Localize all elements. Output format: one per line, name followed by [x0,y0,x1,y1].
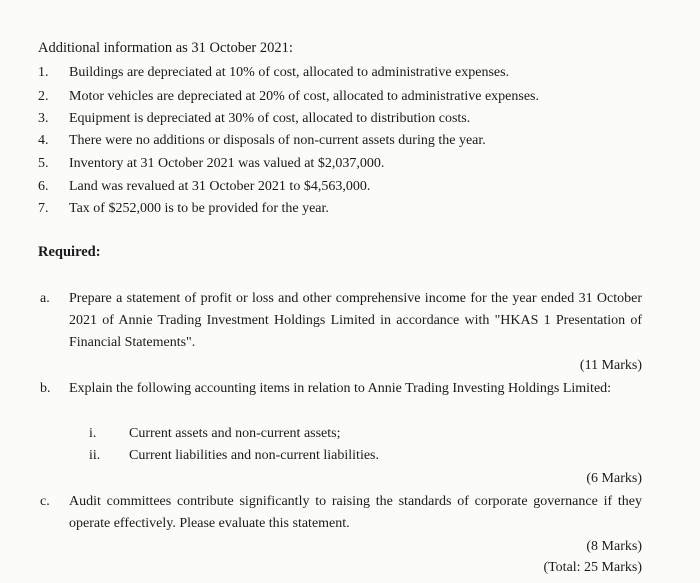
question-c-marks: (8 Marks) [586,539,642,554]
question-a-marks: (11 Marks) [579,358,642,373]
list-item-text: Tax of $252,000 is to be provided for the year. [69,201,329,216]
list-item-number: 3. [38,111,49,126]
sub-item-number: i. [89,426,97,441]
additional-info-heading: Additional information as 31 October 2021: [38,40,293,56]
sub-item-text: Current assets and non-current assets; [129,426,341,441]
list-item-number: 2. [38,89,49,104]
sub-item-number: ii. [89,448,101,463]
list-item-number: 4. [38,133,49,148]
list-item-text: Buildings are depreciated at 10% of cost, allocated to administrative expenses. [69,65,510,80]
question-c-text: Audit committees contribute significantly to raising the standards of corporate governance if they operate effectively. Please evaluate this statement. [69,494,642,531]
list-item-number: 6. [38,179,49,194]
question-a-text: Prepare a statement of profit or loss and other comprehensive income for the year ended 31 October 2021 of Annie Trading Investment Holdings Limited in accordance with "HKAS 1 Presentation of Financial Statements". [69,291,642,350]
list-item-number: 1. [38,65,49,80]
sub-item-text: Current liabilities and non-current liabilities. [129,448,379,463]
list-item-number: 5. [38,156,49,171]
list-item-text: Motor vehicles are depreciated at 20% of cost, allocated to administrative expenses. [69,89,539,104]
list-item-number: 7. [38,201,49,216]
question-a-label: a. [40,291,50,306]
question-b-label: b. [40,381,51,396]
required-heading: Required: [38,244,101,260]
list-item-text: Equipment is depreciated at 30% of cost, allocated to distribution costs. [69,111,471,126]
list-item-text: Inventory at 31 October 2021 was valued at $2,037,000. [69,156,385,171]
question-c-label: c. [40,494,50,509]
total-marks: (Total: 25 Marks) [543,560,642,575]
question-b-text: Explain the following accounting items in relation to Annie Trading Investing Holdings Limited: [69,381,612,396]
question-b-marks: (6 Marks) [586,471,642,486]
list-item-text: There were no additions or disposals of non-current assets during the year. [69,133,486,148]
list-item-text: Land was revalued at 31 October 2021 to $4,563,000. [69,179,371,194]
